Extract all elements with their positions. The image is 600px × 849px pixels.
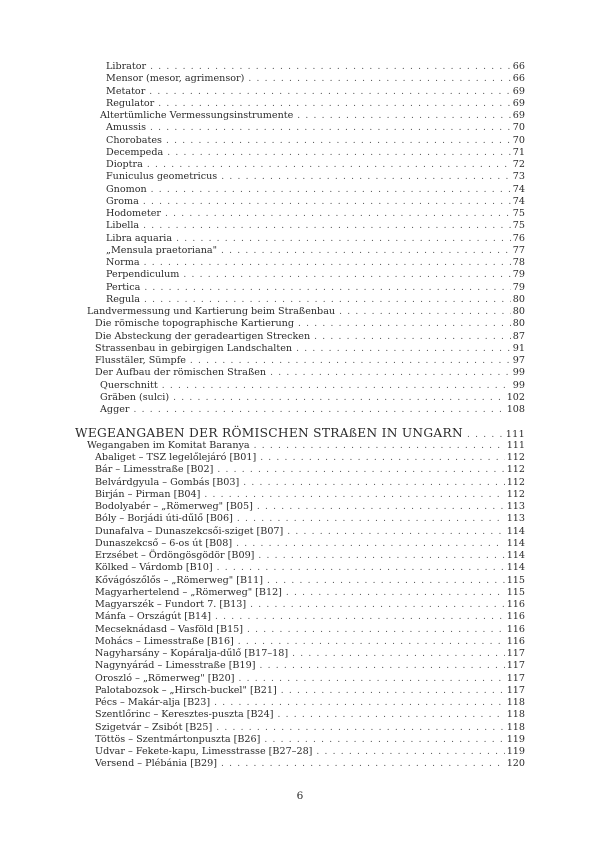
toc-entry-page: 118	[506, 709, 525, 721]
toc-entry-page: 112	[506, 464, 525, 476]
toc-entry-title: Agger	[100, 404, 130, 415]
toc-entry-page: 117	[506, 684, 525, 696]
toc-entry	[106, 282, 525, 294]
toc-entry	[95, 734, 525, 746]
toc-entry-page: 66	[512, 73, 525, 85]
toc-entry-title: Regulator	[106, 97, 155, 109]
toc-entry	[95, 538, 525, 550]
toc-entry-title: Mensor (mesor, agrimensor)	[106, 73, 245, 85]
toc-entry	[95, 562, 525, 574]
dot-leader	[254, 440, 505, 452]
dot-leader	[215, 611, 505, 623]
toc-entry	[100, 110, 525, 122]
toc-entry	[106, 233, 525, 245]
toc-entry-page: 117	[506, 648, 525, 659]
toc-entry	[95, 343, 525, 355]
toc-entry-page: 120	[506, 758, 525, 770]
toc-entry-title: Norma	[106, 257, 140, 268]
dot-leader	[214, 697, 505, 709]
toc-entry-page: 75	[512, 220, 525, 232]
toc-entry	[95, 501, 525, 513]
toc-entry-page: 72	[512, 159, 525, 170]
toc-entry-title: Altertümliche Vermessungsinstrumente	[100, 110, 294, 121]
dot-leader	[216, 722, 504, 734]
toc-entry	[106, 171, 525, 183]
dot-leader	[248, 73, 510, 85]
toc-entry-page: 113	[506, 501, 525, 512]
toc-entry-title: „Mensula praetoriana"	[106, 244, 218, 256]
dot-leader	[257, 501, 505, 513]
toc-entry	[106, 269, 525, 281]
toc-entry	[106, 220, 525, 232]
toc-entry	[95, 489, 525, 501]
toc-entry-page: 116	[506, 635, 525, 647]
toc-entry-page: 71	[512, 146, 525, 158]
dot-leader	[133, 404, 504, 416]
dot-leader	[258, 550, 504, 562]
toc-entry-title: Mohács – Limesstraße [B16]	[95, 635, 234, 647]
toc-entry	[106, 86, 525, 98]
toc-entry-title: Die römische topographische Kartierung	[95, 318, 294, 330]
toc-entry-page: 118	[506, 721, 525, 733]
toc-entry-title: Udvar – Fekete-kapu, Limesstrasse [B27–28]	[95, 746, 313, 757]
dot-leader	[297, 110, 510, 122]
toc-entry-title: Bár – Limesstraße [B02]	[95, 464, 214, 476]
toc-entry-title: Mecseknádasd – Vasföld [B15]	[95, 623, 244, 635]
toc-entry-title: Hodometer	[106, 208, 161, 219]
toc-entry	[95, 685, 525, 697]
dot-leader	[281, 685, 505, 697]
toc-entry-title: Chorobates	[106, 134, 162, 146]
toc-entry-page: 111	[506, 439, 525, 451]
toc-entry	[95, 758, 525, 770]
toc-entry-title: Töttös – Szentmártonpuszta [B26]	[95, 733, 261, 745]
toc-entry-page: 75	[512, 208, 525, 219]
toc-entry-page: 87	[512, 330, 525, 342]
dot-leader	[162, 380, 511, 392]
toc-entry-page: 66	[512, 61, 525, 72]
toc-entry	[95, 746, 525, 758]
toc-entry-title: Abaliget – TSZ legelőlejáró [B01]	[95, 452, 257, 463]
toc-entry	[106, 147, 525, 159]
toc-entry-page: 112	[506, 488, 525, 500]
dot-leader	[151, 184, 511, 196]
toc-entry-title: Kölked – Várdomb [B10]	[95, 562, 213, 574]
dot-leader	[144, 257, 511, 269]
dot-leader	[149, 86, 510, 98]
toc-entry-page: 118	[506, 697, 525, 708]
dot-leader	[286, 587, 505, 599]
toc-entry	[95, 673, 525, 685]
toc-entry	[95, 587, 525, 599]
toc-entry	[95, 611, 525, 623]
dot-leader	[239, 673, 505, 685]
toc-entry	[106, 196, 525, 208]
toc-entry	[95, 599, 525, 611]
toc-entry-title: Gnomon	[106, 183, 147, 195]
dot-leader	[314, 331, 511, 343]
dot-leader	[339, 306, 511, 318]
dot-leader	[143, 220, 511, 232]
toc-entry-title: Gräben (sulci)	[100, 391, 170, 403]
page-number: 6	[296, 790, 304, 802]
toc-entry	[95, 464, 525, 476]
toc-entry	[95, 624, 525, 636]
dot-leader	[144, 294, 511, 306]
toc-entry-title: Die Absteckung der geradeartigen Strecken	[95, 330, 311, 342]
toc-entry	[106, 73, 525, 85]
toc-entry-title: Landvermessung und Kartierung beim Straßenbau	[87, 306, 336, 317]
toc-entry-page: 114	[506, 562, 525, 574]
dot-leader	[243, 477, 504, 489]
toc-entry-title: Strassenbau in gebirgigen Landschalten	[95, 342, 293, 354]
toc-entry-title: Nagyharsány – Kopáralja-dűlő [B17–18]	[95, 648, 289, 659]
dot-leader	[250, 599, 505, 611]
dot-leader	[173, 392, 505, 404]
toc-entry	[106, 294, 525, 306]
toc-entry-title: Amussis	[106, 122, 147, 134]
toc-entry-title: Perpendiculum	[106, 269, 180, 281]
toc-entry-page: 79	[512, 269, 525, 281]
toc-entry-page: 113	[506, 513, 525, 525]
toc-entry-page: 70	[512, 134, 525, 146]
dot-leader	[277, 709, 504, 721]
toc-entry	[106, 98, 525, 110]
toc-entry	[95, 722, 525, 734]
dot-leader	[144, 282, 510, 294]
toc-entry-title: Szentlőrinc – Keresztes-puszta [B24]	[95, 709, 274, 721]
toc-entry-title: WEGEANGABEN DER RÖMISCHEN STRAßEN IN UNGARN	[75, 426, 463, 441]
toc-entry	[95, 452, 525, 464]
dot-leader	[166, 135, 511, 147]
toc-entry-page: 102	[506, 391, 525, 403]
toc-entry-title: Decempeda	[106, 146, 164, 158]
toc-entry	[95, 526, 525, 538]
dot-leader	[296, 343, 511, 355]
toc-entry	[87, 306, 525, 318]
toc-entry-title: Nagynyárád – Limesstraße [B19]	[95, 660, 256, 672]
toc-entry-page: 119	[506, 733, 525, 745]
toc-entry-title: Funiculus geometricus	[106, 171, 218, 183]
dot-leader	[150, 122, 511, 134]
toc-entry-title: Magyarhertelend – „Römerweg" [B12]	[95, 586, 282, 598]
toc-entry-page: 91	[512, 342, 525, 354]
toc-entry-title: Birján – Pirman [B04]	[95, 488, 201, 500]
toc-entry	[106, 122, 525, 134]
toc-entry-title: Regula	[106, 293, 141, 305]
toc-entry-page: 108	[506, 404, 525, 415]
toc-entry-title: Libra aquaria	[106, 232, 173, 244]
toc-entry-page: 74	[512, 195, 525, 207]
toc-entry	[95, 709, 525, 721]
toc-entry	[100, 380, 525, 392]
toc-entry	[106, 184, 525, 196]
toc-entry-title: Metator	[106, 85, 146, 97]
dot-leader	[260, 452, 505, 464]
toc-entry-page: 69	[512, 85, 525, 97]
toc-entry-title: Pertica	[106, 281, 141, 293]
toc-entry	[100, 392, 525, 404]
toc-entry	[95, 331, 525, 343]
toc-entry-page: 73	[512, 171, 525, 183]
dot-leader	[143, 196, 511, 208]
toc-entry-page: 117	[506, 672, 525, 684]
toc-entry-page: 97	[512, 355, 525, 366]
dot-leader	[217, 464, 504, 476]
toc-entry-title: Oroszló – „Römerweg" [B20]	[95, 672, 235, 684]
toc-entry-title: Groma	[106, 195, 139, 207]
toc-entry-page: 99	[512, 367, 525, 379]
dot-leader	[150, 61, 511, 73]
toc-entry-title: Libella	[106, 220, 140, 232]
toc-entry-title: Querschnitt	[100, 379, 158, 391]
toc-entry-title: Der Aufbau der römischen Straßen	[95, 367, 267, 379]
toc-entry	[106, 257, 525, 269]
toc-entry-title: Kővágószőlős – „Römerweg" [B11]	[95, 574, 263, 586]
toc-entry	[100, 404, 525, 416]
dot-leader	[165, 208, 511, 220]
dot-leader	[259, 660, 504, 672]
dot-leader	[158, 98, 511, 110]
dot-leader	[190, 355, 511, 367]
toc-entry-page: 112	[506, 476, 525, 488]
toc-entry-page: 77	[512, 244, 525, 256]
toc-entry-title: Bóly – Borjádi úti-dűlő [B06]	[95, 513, 233, 525]
toc-entry	[106, 61, 525, 73]
dot-leader	[204, 489, 504, 501]
toc-entry-page: 112	[506, 452, 525, 463]
toc-entry-page: 116	[506, 611, 525, 623]
toc-entry-title: Wegangaben im Komitat Baranya	[87, 439, 250, 451]
dot-leader	[316, 746, 504, 758]
toc-entry-page: 78	[512, 257, 525, 268]
toc-entry-page: 114	[506, 525, 525, 537]
toc-entry-page: 116	[506, 599, 525, 610]
toc-entry	[95, 318, 525, 330]
toc-entry-title: Belvárdgyula – Gombás [B03]	[95, 476, 240, 488]
toc-entry-page: 117	[506, 660, 525, 672]
toc-entry-title: Dunafalva – Dunaszekcsői-sziget [B07]	[95, 525, 284, 537]
dot-leader	[237, 513, 505, 525]
toc-entry-title: Erzsébet – Ördöngösgödör [B09]	[95, 550, 255, 561]
toc-entry-page: 115	[506, 574, 525, 586]
dot-leader	[287, 526, 504, 538]
toc-entry	[95, 367, 525, 379]
dot-leader	[167, 147, 511, 159]
toc-entry-page: 76	[512, 232, 525, 244]
toc-entry-page: 80	[512, 306, 525, 317]
dot-leader	[238, 636, 505, 648]
toc-entry-page: 114	[506, 550, 525, 561]
dot-leader	[267, 575, 505, 587]
toc-entry-page: 80	[512, 293, 525, 305]
toc-entry-page: 119	[506, 746, 525, 757]
dot-leader	[292, 648, 505, 660]
dot-leader	[264, 734, 504, 746]
toc-entry	[106, 208, 525, 220]
toc-entry	[95, 575, 525, 587]
toc-entry-title: Librator	[106, 61, 147, 72]
toc-entry-page: 79	[512, 281, 525, 293]
toc-entry-page: 74	[512, 183, 525, 195]
toc-entry-title: Szigetvár – Zsibót [B25]	[95, 721, 213, 733]
dot-leader	[176, 233, 511, 245]
toc-entry	[106, 245, 525, 257]
toc-entry	[106, 135, 525, 147]
toc-entry	[95, 550, 525, 562]
toc-entry	[95, 660, 525, 672]
toc-entry-page: 111	[505, 429, 525, 441]
toc-entry-page: 69	[512, 97, 525, 109]
toc-entry-page: 70	[512, 122, 525, 134]
toc-entry	[95, 648, 525, 660]
dot-leader	[221, 758, 505, 770]
dot-leader	[236, 538, 505, 550]
toc-entry	[95, 697, 525, 709]
dot-leader	[183, 269, 510, 281]
toc-entry-page: 80	[512, 318, 525, 330]
toc-entry	[95, 477, 525, 489]
toc-entry-title: Mánfa – Országút [B14]	[95, 611, 212, 623]
toc-entry-title: Palotabozsok – „Hirsch-buckel" [B21]	[95, 684, 277, 696]
dot-leader	[221, 171, 511, 183]
toc-entry-page: 114	[506, 537, 525, 549]
toc-entry	[87, 440, 525, 452]
dot-leader	[247, 624, 505, 636]
toc-entry	[95, 513, 525, 525]
toc-entry-title: Bodolyabér – „Römerweg" [B05]	[95, 501, 253, 512]
dot-leader	[270, 367, 511, 379]
toc-entry-title: Versend – Plébánia [B29]	[95, 758, 217, 770]
dot-leader	[147, 159, 511, 171]
toc-entry-page: 116	[506, 623, 525, 635]
toc-entry	[106, 159, 525, 171]
dot-leader	[221, 245, 511, 257]
toc-entry-title: Flusstäler, Sümpfe	[95, 355, 186, 366]
toc-entry-title: Dioptra	[106, 159, 143, 170]
toc-entry-page: 115	[506, 586, 525, 598]
toc-entry-page: 99	[512, 379, 525, 391]
dot-leader	[217, 562, 505, 574]
toc-entry-title: Pécs – Makár-alja [B23]	[95, 697, 211, 708]
toc-entry	[95, 636, 525, 648]
dot-leader	[298, 318, 511, 330]
toc-entry-title: Magyarszék – Fundort 7. [B13]	[95, 599, 247, 610]
toc-entry	[95, 355, 525, 367]
toc-entry-page: 69	[512, 110, 525, 121]
toc-entry-title: Dunaszekcső – 6-os út [B08]	[95, 537, 233, 549]
